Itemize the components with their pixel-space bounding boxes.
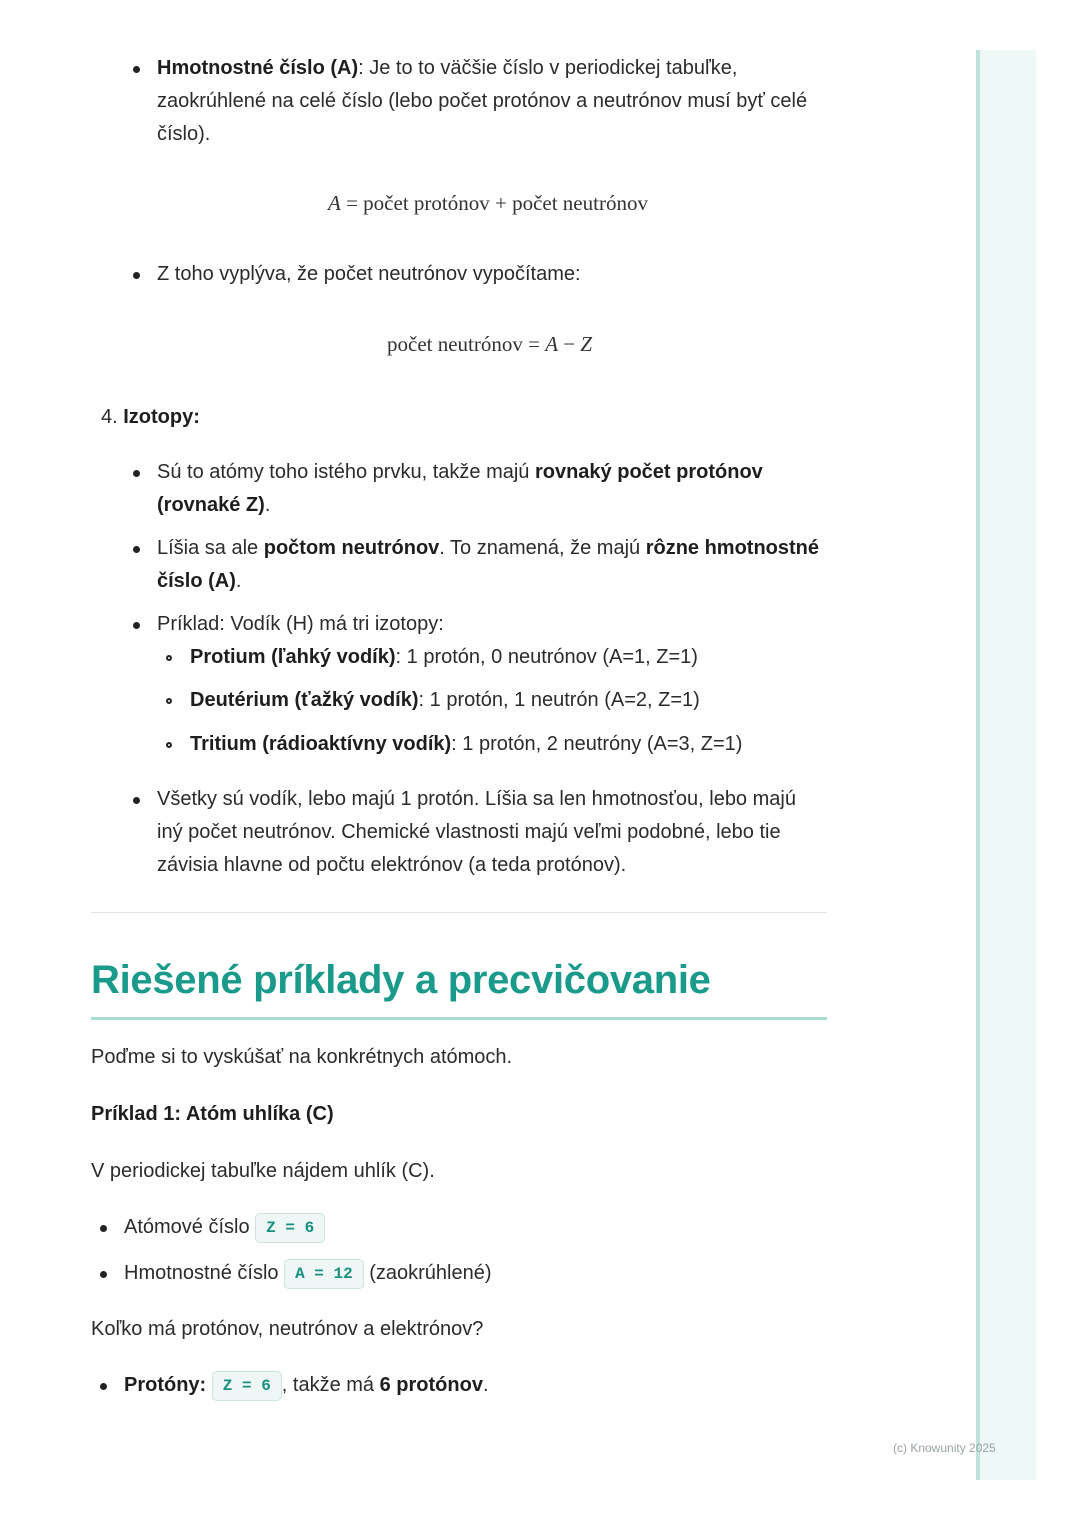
bullet-dot <box>133 546 140 553</box>
mass-number-item-label: Hmotnostné číslo <box>124 1262 285 1284</box>
copyright-footer: (c) Knowunity 2025 <box>893 1441 996 1455</box>
b2-pre: Líšia sa ale <box>157 537 264 559</box>
b2-bold1: počtom neutrónov <box>263 537 440 559</box>
example-title-text: Príklad 1: Atóm uhlíka (C) <box>91 1103 334 1125</box>
atomic-number-item <box>124 1211 325 1244</box>
isotope-protium <box>190 641 698 674</box>
b2-mid: . To znamená, že majú <box>439 537 646 559</box>
isotopes-title: Izotopy: <box>123 406 200 428</box>
atomic-number-code: Z = 6 <box>255 1213 325 1243</box>
mass-number-suffix: (zaokrúhlené) <box>363 1262 492 1284</box>
protons-answer <box>124 1369 489 1402</box>
sub-bullet-circle <box>166 698 172 704</box>
formula-neutrons <box>387 332 592 357</box>
protons-mid: , takže má <box>281 1374 380 1396</box>
formula2-left: počet neutrónov = <box>387 332 546 356</box>
formula-var-a: A <box>328 191 341 215</box>
heading-underline <box>91 1017 827 1020</box>
b2-bold2: rôzne hmotnostné číslo (A) <box>157 537 820 592</box>
side-decoration-bar <box>976 50 1036 1480</box>
b1-post: . <box>264 494 271 516</box>
bullet-dot <box>100 1225 107 1232</box>
mass-number-code: A = 12 <box>284 1259 364 1289</box>
section-heading: Riešené príklady a precvičovanie <box>91 958 711 1002</box>
protium-text: : 1 protón, 0 neutrónov (A=1, Z=1) <box>395 646 698 668</box>
b1-pre: Sú to atómy toho istého prvku, takže majú <box>157 461 535 483</box>
bullet-dot <box>133 272 140 279</box>
atomic-number-label: Atómové číslo <box>124 1216 256 1238</box>
mass-number-bullet <box>157 52 827 151</box>
section-divider <box>91 912 827 913</box>
bullet-dot <box>133 470 140 477</box>
sub-bullet-circle <box>166 742 172 748</box>
list-number: 4. <box>101 406 118 428</box>
isotope-deuterium <box>190 684 700 717</box>
formula2-minus: − <box>558 332 581 356</box>
protons-end: . <box>482 1374 489 1396</box>
protons-label: Protóny: <box>124 1374 207 1396</box>
question-text: Koľko má protónov, neutrónov a elektrónov? <box>91 1318 484 1340</box>
example-title <box>91 1098 334 1131</box>
isotopes-heading <box>101 401 200 434</box>
deuterium-label: Deutérium (ťažký vodík) <box>190 689 419 711</box>
isotopes-bullet-1 <box>157 456 827 522</box>
bullet-dot <box>133 622 140 629</box>
formula-rest: = počet protónov + počet neutrónov <box>340 191 648 215</box>
b2-post: . <box>235 570 242 592</box>
sub-bullet-circle <box>166 655 172 661</box>
derive-bullet: Z toho vyplýva, že počet neutrónov vypočítame: <box>157 263 581 285</box>
isotopes-bullet-3: Príklad: Vodík (H) má tri izotopy: <box>157 613 444 635</box>
tritium-text: : 1 protón, 2 neutróny (A=3, Z=1) <box>451 733 743 755</box>
isotope-tritium <box>190 728 742 761</box>
isotopes-bullet-4: Všetky sú vodík, lebo majú 1 protón. Líšia sa len hmotnosťou, lebo majú iný počet neutrónov. Chemické vlastnosti majú veľmi podobné, lebo tie závisia hlavne od počtu elektrónov (a teda protónov). <box>157 788 796 876</box>
bullet-dot <box>100 1271 107 1278</box>
protons-count: 6 protónov <box>379 1374 483 1396</box>
deuterium-text: : 1 protón, 1 neutrón (A=2, Z=1) <box>418 689 700 711</box>
bullet-dot <box>100 1383 107 1390</box>
mass-number-text: : Je to to väčšie číslo v periodickej tabuľke, zaokrúhlené na celé číslo (lebo počet protónov a neutrónov musí byť celé číslo). <box>157 57 808 145</box>
mass-number-label: Hmotnostné číslo (A) <box>157 57 359 79</box>
tritium-label: Tritium (rádioaktívny vodík) <box>190 733 452 755</box>
formula-mass-number <box>328 191 648 216</box>
protium-label: Protium (ľahký vodík) <box>190 646 396 668</box>
bullet-dot <box>133 797 140 804</box>
practice-intro: Poďme si to vyskúšať na konkrétnych atómoch. <box>91 1046 513 1068</box>
formula2-z: Z <box>580 332 593 356</box>
b1-bold: rovnaký počet protónov (rovnaké Z) <box>157 461 763 516</box>
isotopes-bullet-2 <box>157 532 827 598</box>
bullet-dot <box>133 66 140 73</box>
example-intro: V periodickej tabuľke nájdem uhlík (C). <box>91 1160 435 1182</box>
protons-code: Z = 6 <box>212 1371 282 1401</box>
formula2-a: A <box>545 332 559 356</box>
mass-number-item <box>124 1257 492 1290</box>
